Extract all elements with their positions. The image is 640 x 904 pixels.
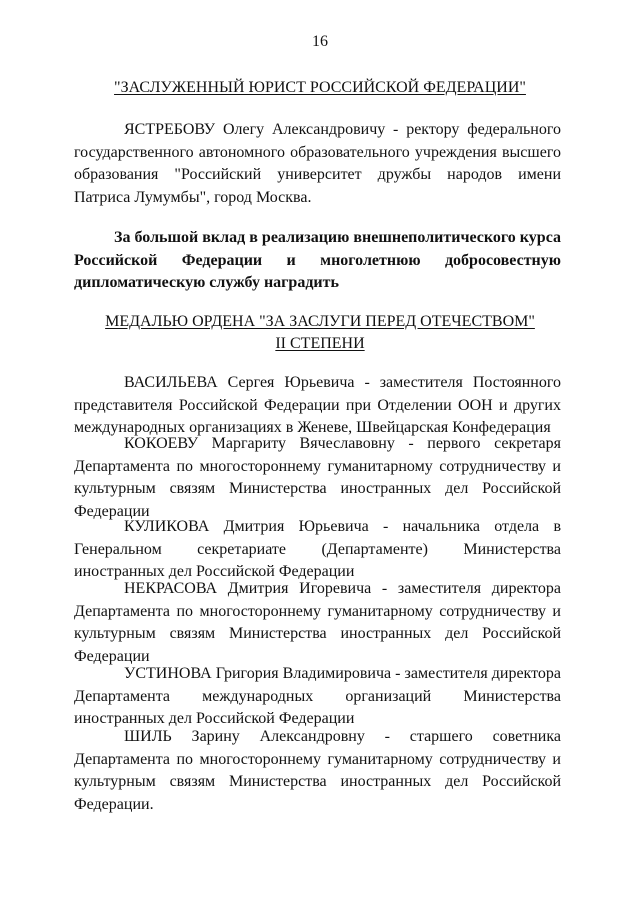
recipient-kulikov: КУЛИКОВА Дмитрия Юрьевича - начальника отдела в Генеральном секретариате (Департаменте) Министерства иностранных дел Российской Федерации (74, 518, 561, 580)
recipient-nekrasov: НЕКРАСОВА Дмитрия Игоревича - заместителя директора Департамента по многостороннему гуманитарному сотрудничеству и культурным связям Министерства иностранных дел Российской Федерации (74, 580, 561, 665)
recipient-yastrebov: ЯСТРЕБОВУ Олегу Александровичу - ректору федерального государственного автономного образовательного учреждения высшего образования "Российский университет дружбы народов имени Патриса Лумумбы", город Москва. (74, 121, 561, 206)
recipient-shil: ШИЛЬ Зарину Александровну - старшего советника Департамента по многостороннему гуманитарному сотрудничеству и культурным связям Министерства иностранных дел Российской Федерации. (74, 728, 561, 813)
recipient-vasiliev: ВАСИЛЬЕВА Сергея Юрьевича - заместителя Постоянного представителя Российской Федерации при Отделении ООН и других международных организациях в Женеве, Швейцарская Конфедерация (74, 374, 561, 436)
recipient-ustinov: УСТИНОВА Григория Владимировича - заместителя директора Департамента международных организаций Министерства иностранных дел Российской Федерации (74, 665, 561, 727)
recipient-kokoeva: КОКОЕВУ Маргариту Вячеславовну - первого секретаря Департамента по многостороннему гуманитарному сотрудничеству и культурным связям Министерства иностранных дел Российской Федерации (74, 435, 561, 520)
award-title-medal-line2: II СТЕПЕНИ (275, 335, 365, 352)
page-number: 16 (312, 33, 328, 50)
award-title-medal-line1: МЕДАЛЬЮ ОРДЕНА "ЗА ЗАСЛУГИ ПЕРЕД ОТЕЧЕСТВОМ" (105, 313, 535, 330)
award-title-text: "ЗАСЛУЖЕННЫЙ ЮРИСТ РОССИЙСКОЙ ФЕДЕРАЦИИ" (114, 79, 526, 96)
award-title-honored-lawyer (0, 77, 640, 99)
award-title-medal-degree (0, 333, 640, 355)
award-title-medal (0, 311, 640, 333)
award-statement: За большой вклад в реализацию внешнеполитического курса Российской Федерации и многолетнюю добросовестную дипломатическую службу наградить (74, 229, 561, 291)
